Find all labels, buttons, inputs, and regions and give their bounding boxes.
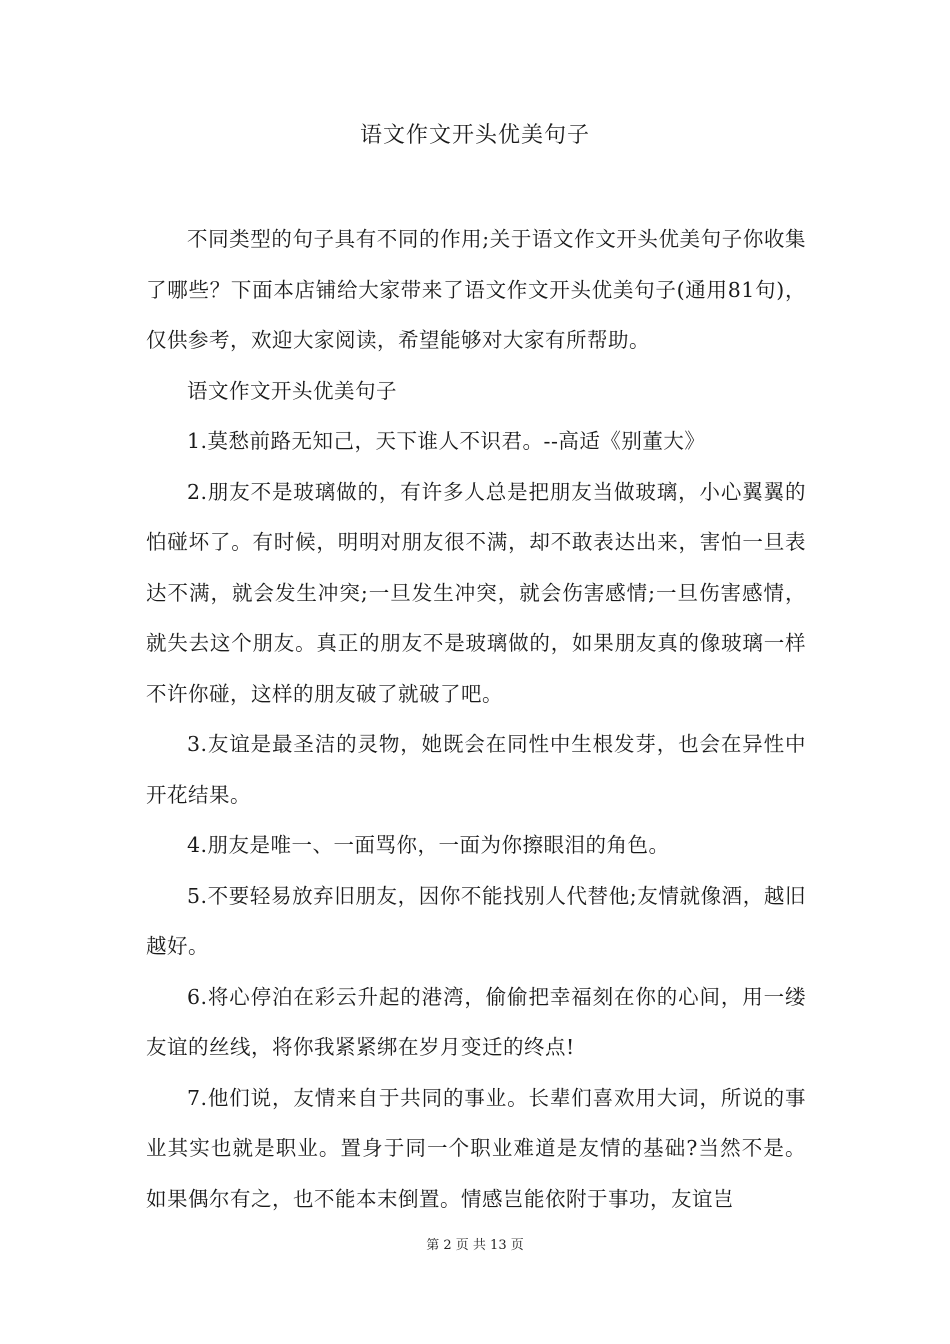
section-heading: 语文作文开头优美句子 bbox=[187, 378, 397, 403]
page-footer: 第 2 页 共 13 页 bbox=[426, 1238, 524, 1253]
intro-paragraph: 不同类型的句子具有不同的作用;关于语文作文开头优美句子你收集了哪些？下面本店铺给大家带来了语文作文开头优美句子(通用81句)，仅供参考，欢迎大家阅读，希望能够对大家有所帮助。 bbox=[146, 227, 806, 352]
sentence-item-6: 6.将心停泊在彩云升起的港湾，偷偷把幸福刻在你的心间，用一缕友谊的丝线，将你我紧紧绑在岁月变迁的终点! bbox=[146, 984, 806, 1059]
sentence-item-7: 7.他们说，友情来自于共同的事业。长辈们喜欢用大词，所说的事业其实也就是职业。置身于同一个职业难道是友情的基础?当然不是。如果偶尔有之，也不能本末倒置。情感岂能依附于事功，友谊岂 bbox=[146, 1085, 806, 1211]
sentence-item-3: 3.友谊是最圣洁的灵物，她既会在同性中生根发芽，也会在异性中开花结果。 bbox=[146, 732, 806, 807]
sentence-item-5: 5.不要轻易放弃旧朋友，因你不能找别人代替他;友情就像酒，越旧越好。 bbox=[146, 883, 806, 958]
page-title: 语文作文开头优美句子 bbox=[359, 123, 590, 148]
sentence-item-2: 2.朋友不是玻璃做的，有许多人总是把朋友当做玻璃，小心翼翼的怕碰坏了。有时候，明明对朋友很不满，却不敢表达出来，害怕一旦表达不满，就会发生冲突;一旦发生冲突，就会伤害感情;一旦伤害感情，就失去这个朋友。真正的朋友不是玻璃做的，如果朋友真的像玻璃一样不许你碰，这样的朋友破了就破了吧。 bbox=[146, 479, 806, 706]
sentence-item-4: 4.朋友是唯一、一面骂你，一面为你擦眼泪的角色。 bbox=[187, 833, 670, 857]
document-body bbox=[146, 214, 806, 1224]
sentence-item-1: 1.莫愁前路无知己，天下谁人不识君。--高适《别董大》 bbox=[187, 429, 706, 453]
